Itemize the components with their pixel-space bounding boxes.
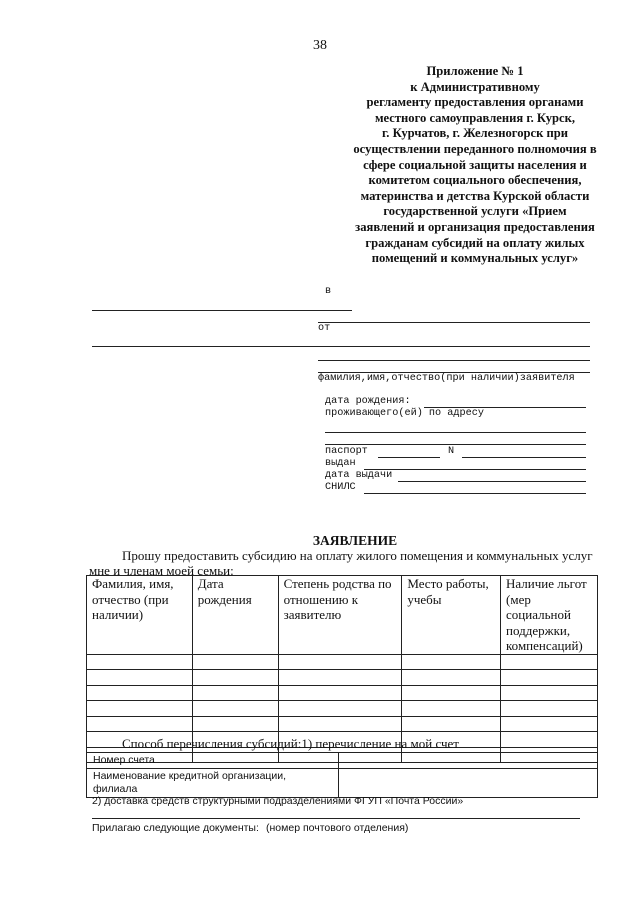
table-cell[interactable]: [192, 670, 278, 686]
table-row: [87, 654, 598, 670]
table-row: [87, 670, 598, 686]
appendix-line: государственной услуги «Прием: [383, 204, 567, 219]
passport-series-field[interactable]: [378, 457, 440, 458]
table-cell[interactable]: [87, 701, 193, 717]
passport-number-label: N: [448, 446, 455, 457]
table-cell[interactable]: [278, 701, 402, 717]
table-row: [87, 716, 598, 732]
appendix-line: материнства и детства Курской области: [360, 188, 590, 203]
table-cell[interactable]: [402, 670, 501, 686]
issued-label: выдан: [325, 458, 356, 469]
table-cell[interactable]: [402, 716, 501, 732]
table-cell[interactable]: [402, 701, 501, 717]
address-field-line-2[interactable]: [325, 444, 586, 445]
table-cell[interactable]: [87, 670, 193, 686]
to-field-line[interactable]: [318, 322, 590, 323]
request-line-1: Прошу предоставить субсидию на оплату жилого помещения и коммунальных услуг: [122, 548, 593, 563]
table-cell[interactable]: [278, 670, 402, 686]
family-members-table: [86, 575, 598, 763]
from-field-line-2[interactable]: [318, 360, 590, 361]
table-header-row: [87, 576, 598, 655]
appendix-line: сфере социальной защиты населения и: [363, 157, 587, 172]
table-cell[interactable]: [87, 685, 193, 701]
left-blank-line: [92, 310, 352, 311]
passport-number-field[interactable]: [462, 457, 586, 458]
table-cell[interactable]: [278, 685, 402, 701]
table-cell[interactable]: [192, 716, 278, 732]
col-header-relation: Степень родства по отношению к заявителю: [278, 576, 402, 655]
table-row: [87, 685, 598, 701]
appendix-line: комитетом социального обеспечения,: [368, 173, 582, 188]
page-number: 38: [313, 38, 327, 53]
postal-office-note: (номер почтового отделения): [266, 822, 409, 834]
table-row: [87, 753, 598, 769]
from-field-line[interactable]: [318, 346, 590, 347]
bank-name-label: Наименование кредитной организации, филиала: [87, 769, 339, 798]
issue-date-label: дата выдачи: [325, 470, 393, 481]
table-cell[interactable]: [192, 654, 278, 670]
address-label: проживающего(ей) по адресу: [325, 408, 484, 419]
bank-details-table: [86, 752, 598, 798]
table-row: [87, 701, 598, 717]
col-header-work: Место работы, учебы: [402, 576, 501, 655]
account-number-label: Номер счета: [87, 753, 339, 769]
attach-documents-label: Прилагаю следующие документы:: [92, 822, 259, 834]
snils-field[interactable]: [364, 493, 586, 494]
left-blank-line: [92, 346, 352, 347]
table-cell[interactable]: [402, 685, 501, 701]
table-cell[interactable]: [501, 716, 598, 732]
appendix-line: гражданам субсидий на оплату жилых: [365, 235, 585, 250]
appendix-line: помещений и коммунальных услуг»: [371, 251, 579, 266]
table-cell[interactable]: [501, 654, 598, 670]
to-label: в: [325, 286, 332, 297]
appendix-line: заявлений и организация предоставления: [355, 219, 595, 234]
statement-title: ЗАЯВЛЕНИЕ: [312, 533, 398, 548]
table-cell[interactable]: [402, 654, 501, 670]
appendix-line: регламенту предоставления органами: [366, 95, 584, 110]
bank-name-field[interactable]: [338, 769, 597, 798]
table-cell[interactable]: [87, 654, 193, 670]
appendix-line: Приложение № 1: [426, 64, 524, 78]
postal-office-field[interactable]: [92, 818, 580, 819]
address-field-line[interactable]: [325, 432, 586, 433]
issue-date-field[interactable]: [398, 481, 586, 482]
table-cell[interactable]: [501, 732, 598, 748]
table-cell[interactable]: [501, 701, 598, 717]
appendix-line: к Административному: [410, 79, 540, 94]
table-cell[interactable]: [87, 716, 193, 732]
col-header-fio: Фамилия, имя, отчество (при наличии): [87, 576, 193, 655]
from-label: от: [318, 323, 331, 334]
table-cell[interactable]: [278, 654, 402, 670]
table-cell[interactable]: [501, 670, 598, 686]
table-cell[interactable]: [501, 685, 598, 701]
table-cell[interactable]: [192, 685, 278, 701]
col-header-benefits: Наличие льгот (мер социальной поддержки, компенсаций): [501, 576, 598, 655]
payment-method-line: Способ перечисления субсидий:1) перечисление на мой счет: [122, 736, 459, 751]
table-cell[interactable]: [278, 716, 402, 732]
appendix-line: местного самоуправления г. Курск,: [374, 110, 576, 125]
issued-field[interactable]: [364, 469, 586, 470]
table-row: [87, 769, 598, 798]
appendix-line: осуществлении переданного полномочия в: [353, 141, 597, 156]
appendix-line: г. Курчатов, г. Железногорск при: [381, 126, 569, 141]
appendix-header: [340, 64, 610, 267]
table-cell[interactable]: [192, 701, 278, 717]
delivery-option-2: 2) доставка средств структурными подразделениями ФГУП «Почта России»: [92, 795, 464, 807]
fio-caption: фамилия,имя,отчество(при наличии)заявителя: [318, 373, 575, 384]
birth-label: дата рождения:: [325, 396, 411, 407]
account-number-field[interactable]: [338, 753, 597, 769]
snils-label: СНИЛС: [325, 482, 356, 493]
col-header-birthdate: Дата рождения: [192, 576, 278, 655]
request-line-2: мне и членам моей семьи:: [89, 563, 234, 578]
passport-label: паспорт: [325, 446, 368, 457]
